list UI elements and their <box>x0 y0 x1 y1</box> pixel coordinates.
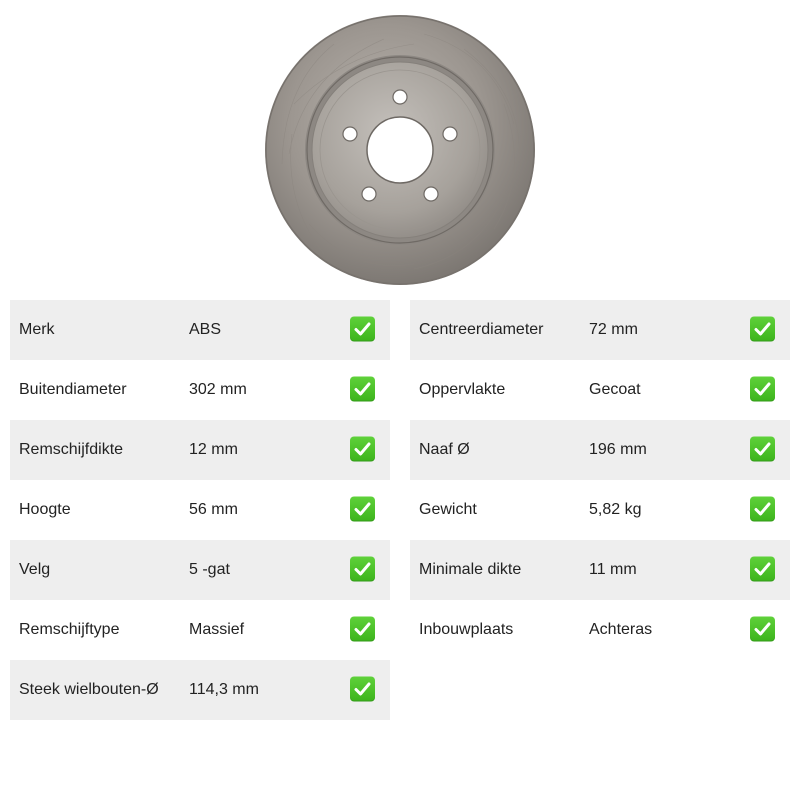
spec-label: Velg <box>19 561 51 578</box>
spec-label: Naaf Ø <box>419 441 470 458</box>
check-icon <box>350 617 375 642</box>
brake-disc-icon <box>264 14 536 286</box>
spec-value: Achteras <box>589 621 653 638</box>
spec-value: Gecoat <box>589 381 641 398</box>
check-icon <box>350 377 375 402</box>
spec-label: Remschijfdikte <box>19 441 124 458</box>
spec-label: Gewicht <box>419 501 477 518</box>
spec-table-left <box>10 300 390 720</box>
spec-value: 56 mm <box>189 501 238 518</box>
check-icon <box>750 557 775 582</box>
check-icon <box>350 497 375 522</box>
spec-table-right <box>410 300 790 660</box>
spec-row-remschijfdikte <box>10 420 390 480</box>
spec-label: Centreerdiameter <box>419 321 544 338</box>
check-icon <box>750 377 775 402</box>
spec-row-merk <box>10 300 390 360</box>
spec-label: Inbouwplaats <box>419 621 514 638</box>
spec-value: 302 mm <box>189 381 247 398</box>
spec-label: Hoogte <box>19 501 71 518</box>
spec-value: 12 mm <box>189 441 238 458</box>
spec-row-naaf <box>410 420 790 480</box>
spec-value: 11 mm <box>589 561 637 578</box>
check-icon <box>750 317 775 342</box>
spec-label: Remschijftype <box>19 621 120 638</box>
check-icon <box>350 317 375 342</box>
spec-row-hoogte <box>10 480 390 540</box>
spec-row-buitendiameter <box>10 360 390 420</box>
spec-row-oppervlakte <box>410 360 790 420</box>
spec-value: Massief <box>189 621 245 638</box>
spec-row-centreerdiameter <box>410 300 790 360</box>
spec-value: 5 -gat <box>189 561 230 578</box>
spec-label: Merk <box>19 321 55 338</box>
check-icon <box>750 497 775 522</box>
check-icon <box>750 437 775 462</box>
check-icon <box>350 437 375 462</box>
spec-label: Minimale dikte <box>419 561 522 578</box>
spec-row-gewicht <box>410 480 790 540</box>
spec-row-minimale-dikte <box>410 540 790 600</box>
spec-label: Buitendiameter <box>19 381 127 398</box>
spec-value: 72 mm <box>589 321 638 338</box>
check-icon <box>350 677 375 702</box>
spec-row-inbouwplaats <box>410 600 790 660</box>
spec-value: ABS <box>189 321 222 338</box>
check-icon <box>350 557 375 582</box>
check-icon <box>750 617 775 642</box>
spec-value: 5,82 kg <box>589 501 642 518</box>
brake-disc-image <box>264 14 536 286</box>
spec-value: 196 mm <box>589 441 647 458</box>
spec-row-velg <box>10 540 390 600</box>
spec-label: Oppervlakte <box>419 381 506 398</box>
spec-row-remschijftype <box>10 600 390 660</box>
spec-value: 114,3 mm <box>189 681 259 698</box>
spec-row-steek-wielbouten <box>10 660 390 720</box>
spec-label: Steek wielbouten-Ø <box>19 681 159 698</box>
